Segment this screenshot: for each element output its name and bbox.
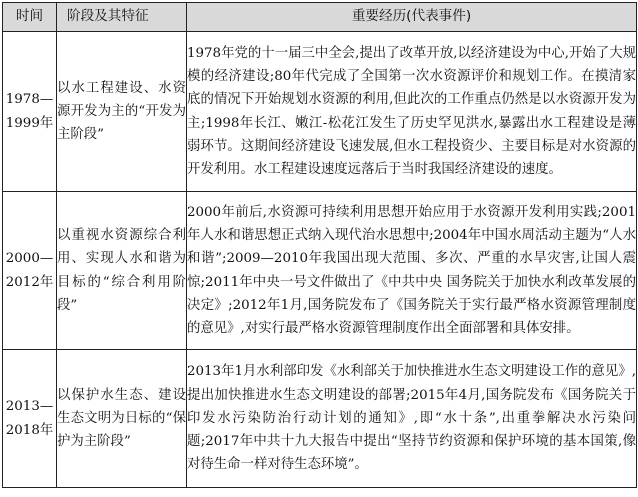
header-events: 重要经历(代表事件) <box>187 3 637 32</box>
stage-cell: 以重视水资源综合利用、实现人水和谐为目标的“综合利用阶段” <box>57 192 187 350</box>
period-cell: 2000—2012年 <box>3 192 57 350</box>
period-cell: 2013—2018年 <box>3 350 57 488</box>
period-cell: 1978—1999年 <box>3 32 57 192</box>
table-header-row <box>3 3 637 32</box>
water-resources-history-table <box>2 2 637 488</box>
stage-cell: 以水工程建设、水资源开发为主的“开发为主阶段” <box>57 32 187 192</box>
events-cell: 1978年党的十一届三中全会,提出了改革开放,以经济建设为中心,开始了大规模的经济建设;80年代完成了全国第一次水资源评价和规划工作。在摸清家底的情况下开始规划水资源的利用,但此次的工作重点仍然是以水资源开发为主;1998年长江、嫩江-松花江发生了历史罕见洪水,暴露出水工程建设是薄弱环节。这期间经济建设飞速发展,但水工程投资少、主要目标是对水资源的开发利用。水工程建设速度远落后于当时我国经济建设的速度。 <box>187 32 637 192</box>
table-row <box>3 192 637 350</box>
table-row <box>3 350 637 488</box>
header-time: 时间 <box>3 3 57 32</box>
stage-cell: 以保护水生态、建设生态文明为日标的“保护为主阶段” <box>57 350 187 488</box>
events-cell: 2000年前后,水资源可持续利用思想开始应用于水资源开发利用实践;2001年人水和谐思想正式纳入现代治水思想中;2004年中国水周活动主题为“人水和谐”;2009—2010年我国出现大范围、多次、严重的水旱灾害,让国人震惊;2011年中央一号文件做出了《中共中央 国务院关于加快水利改革发展的决定》;2012年1月,国务院发布了《国务院关于实行最严格水资源管理制度的意见》,对实行最严格水资源管理制度作出全面部署和具体安排。 <box>187 192 637 350</box>
table-row <box>3 32 637 192</box>
events-cell: 2013年1月水利部印发《水利部关于加快推进水生态文明建设工作的意见》,提出加快推进水生态文明建设的部署;2015年4月,国务院发布《国务院关于印发水污染防治行动计划的通知》,即“水十条”,出重拳解决水污染问题;2017年中共十九大报告中提出“坚持节约资源和保护环境的基本国策,像对待生命一样对待生态环境”。 <box>187 350 637 488</box>
header-stage: 阶段及其特征 <box>57 3 187 32</box>
